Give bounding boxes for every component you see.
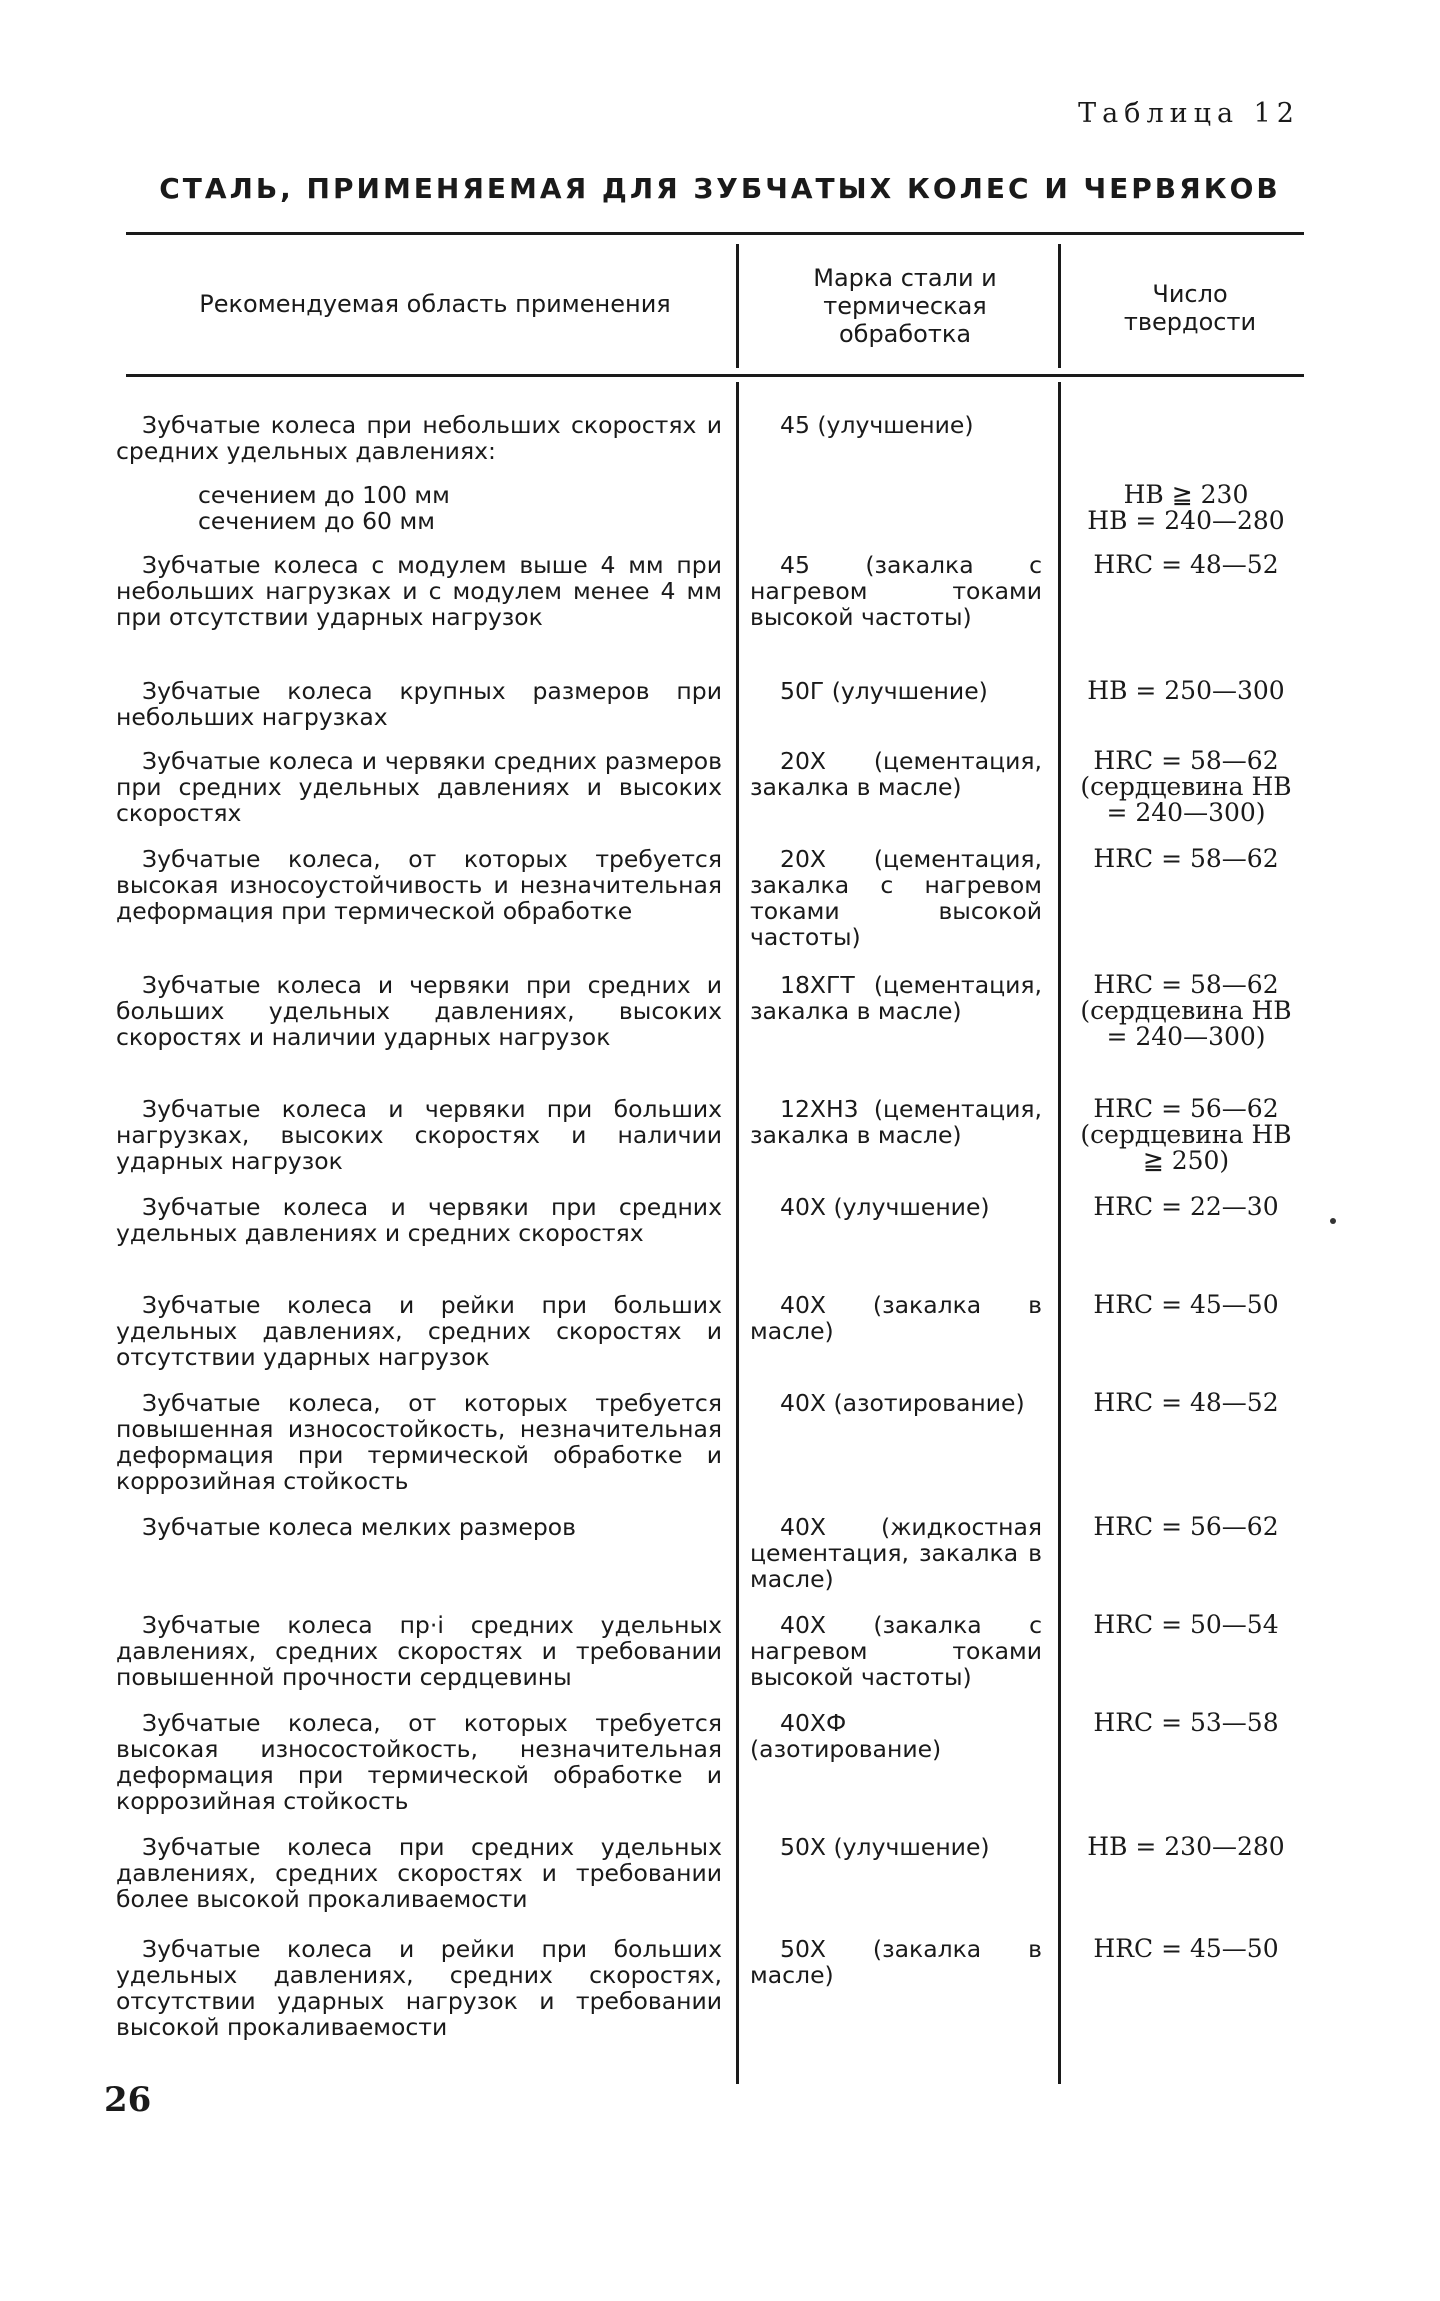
header-application: Рекомендуемая область применения	[199, 290, 671, 318]
application-cell: Зубчатые колеса, от которых требуется высокая износостойкость, незначительная деформация при термической обработке и коррозийная стойкость	[116, 1709, 722, 1815]
application-cell: Зубчатые колеса, от которых требуется высокая износоустойчивость и незначительная деформация при термической обработке	[116, 845, 722, 925]
application-cell: Зубчатые колеса с модулем выше 4 мм при небольших нагрузках и с модулем менее 4 мм при отсутствии ударных нагрузок	[116, 551, 722, 631]
steel-cell: 50Х (улучшение)	[780, 1833, 990, 1861]
application-cell: Зубчатые колеса и рейки при больших удельных давлениях, средних скоростях, отсутствии ударных нагрузок и требовании высокой прокаливаемости	[116, 1935, 722, 2041]
header-divider-2	[1058, 244, 1061, 368]
header-bottom-rule	[126, 374, 1304, 377]
steel-cell: 50Г (улучшение)	[780, 677, 988, 705]
steel-cell: 40Х (жидкостная цементация, закалка в масле)	[750, 1513, 1042, 1593]
table-label: Таблица 12	[1078, 98, 1300, 129]
sub-item: сечением до 100 мм	[198, 481, 450, 509]
hardness-cell: HRC = 45—50	[1093, 1290, 1279, 1319]
application-cell: Зубчатые колеса при небольших скоростях и средних удельных давлениях:	[116, 411, 722, 465]
steel-cell: 40Х (азотирование)	[780, 1389, 1025, 1417]
header-divider-1	[736, 244, 739, 368]
hardness-cell: HRC = 56—62	[1093, 1512, 1279, 1541]
steel-cell: 40Х (закалка в масле)	[750, 1291, 1042, 1345]
steel-cell: 40Х (улучшение)	[780, 1193, 990, 1221]
hardness-cell: HRC = 48—52	[1093, 1388, 1279, 1417]
application-cell: Зубчатые колеса и червяки при средних и больших удельных давлениях, высоких скоростях и наличии ударных нагрузок	[116, 971, 722, 1051]
application-cell: Зубчатые колеса и червяки средних размеров при средних удельных давлениях и высоких скоростях	[116, 747, 722, 827]
hardness-cell: HB = 240—280	[1087, 506, 1285, 535]
page-number: 26	[104, 2080, 152, 2120]
application-cell: Зубчатые колеса, от которых требуется повышенная износостойкость, незначительная деформация при термической обработке и коррозийная стойкость	[116, 1389, 722, 1495]
column-divider-2	[1058, 382, 1061, 2084]
hardness-cell: HRC = 58—62	[1093, 844, 1279, 873]
application-cell: Зубчатые колеса пр·і средних удельных давлениях, средних скоростях и требовании повышенной прочности сердцевины	[116, 1611, 722, 1691]
sub-item: сечением до 60 мм	[198, 507, 435, 535]
header-hardness: Число твердости	[1123, 280, 1257, 336]
steel-cell: 40Х (закалка с нагревом токами высокой частоты)	[750, 1611, 1042, 1691]
hardness-cell: HRC = 53—58	[1093, 1708, 1279, 1737]
steel-cell: 40ХФ (азотирование)	[750, 1709, 942, 1763]
hardness-cell: HRC = 58—62 (сердцевина HB = 240—300)	[1080, 746, 1292, 827]
hardness-cell: HB ≧ 230	[1123, 480, 1249, 509]
table-title: СТАЛЬ, ПРИМЕНЯЕМАЯ ДЛЯ ЗУБЧАТЫХ КОЛЕС И ЧЕРВЯКОВ	[159, 172, 1281, 205]
print-speck	[1330, 1218, 1336, 1224]
steel-cell: 20Х (цементация, закалка с нагревом токами высокой частоты)	[750, 845, 1042, 951]
steel-cell: 20Х (цементация, закалка в масле)	[750, 747, 1042, 801]
header-steel: Марка стали и термическая обработка	[813, 264, 997, 348]
hardness-cell: HRC = 48—52	[1093, 550, 1279, 579]
steel-cell: 45 (улучшение)	[780, 411, 974, 439]
steel-cell: 45 (закалка с нагревом токами высокой частоты)	[750, 551, 1042, 631]
hardness-cell: HRC = 45—50	[1093, 1934, 1279, 1963]
application-cell: Зубчатые колеса и червяки при больших нагрузках, высоких скоростях и наличии ударных нагрузок	[116, 1095, 722, 1175]
hardness-cell: HRC = 56—62 (сердцевина HB ≧ 250)	[1080, 1094, 1292, 1175]
hardness-cell: HB = 250—300	[1087, 676, 1285, 705]
application-cell: Зубчатые колеса и рейки при больших удельных давлениях, средних скоростях и отсутствии ударных нагрузок	[116, 1291, 722, 1371]
hardness-cell: HRC = 22—30	[1093, 1192, 1279, 1221]
application-cell: Зубчатые колеса мелких размеров	[142, 1513, 576, 1541]
steel-cell: 50Х (закалка в масле)	[750, 1935, 1042, 1989]
application-cell: Зубчатые колеса и червяки при средних удельных давлениях и средних скоростях	[116, 1193, 722, 1247]
steel-cell: 12ХН3 (цементация, закалка в масле)	[750, 1095, 1042, 1149]
steel-cell: 18ХГТ (цементация, закалка в масле)	[750, 971, 1042, 1025]
table-top-rule	[126, 232, 1304, 235]
application-cell: Зубчатые колеса крупных размеров при небольших нагрузках	[116, 677, 722, 731]
hardness-cell: HB = 230—280	[1087, 1832, 1285, 1861]
column-divider-1	[736, 382, 739, 2084]
hardness-cell: HRC = 50—54	[1093, 1610, 1279, 1639]
application-cell: Зубчатые колеса при средних удельных давлениях, средних скоростях и требовании более высокой прокаливаемости	[116, 1833, 722, 1913]
hardness-cell: HRC = 58—62 (сердцевина HB = 240—300)	[1080, 970, 1292, 1051]
